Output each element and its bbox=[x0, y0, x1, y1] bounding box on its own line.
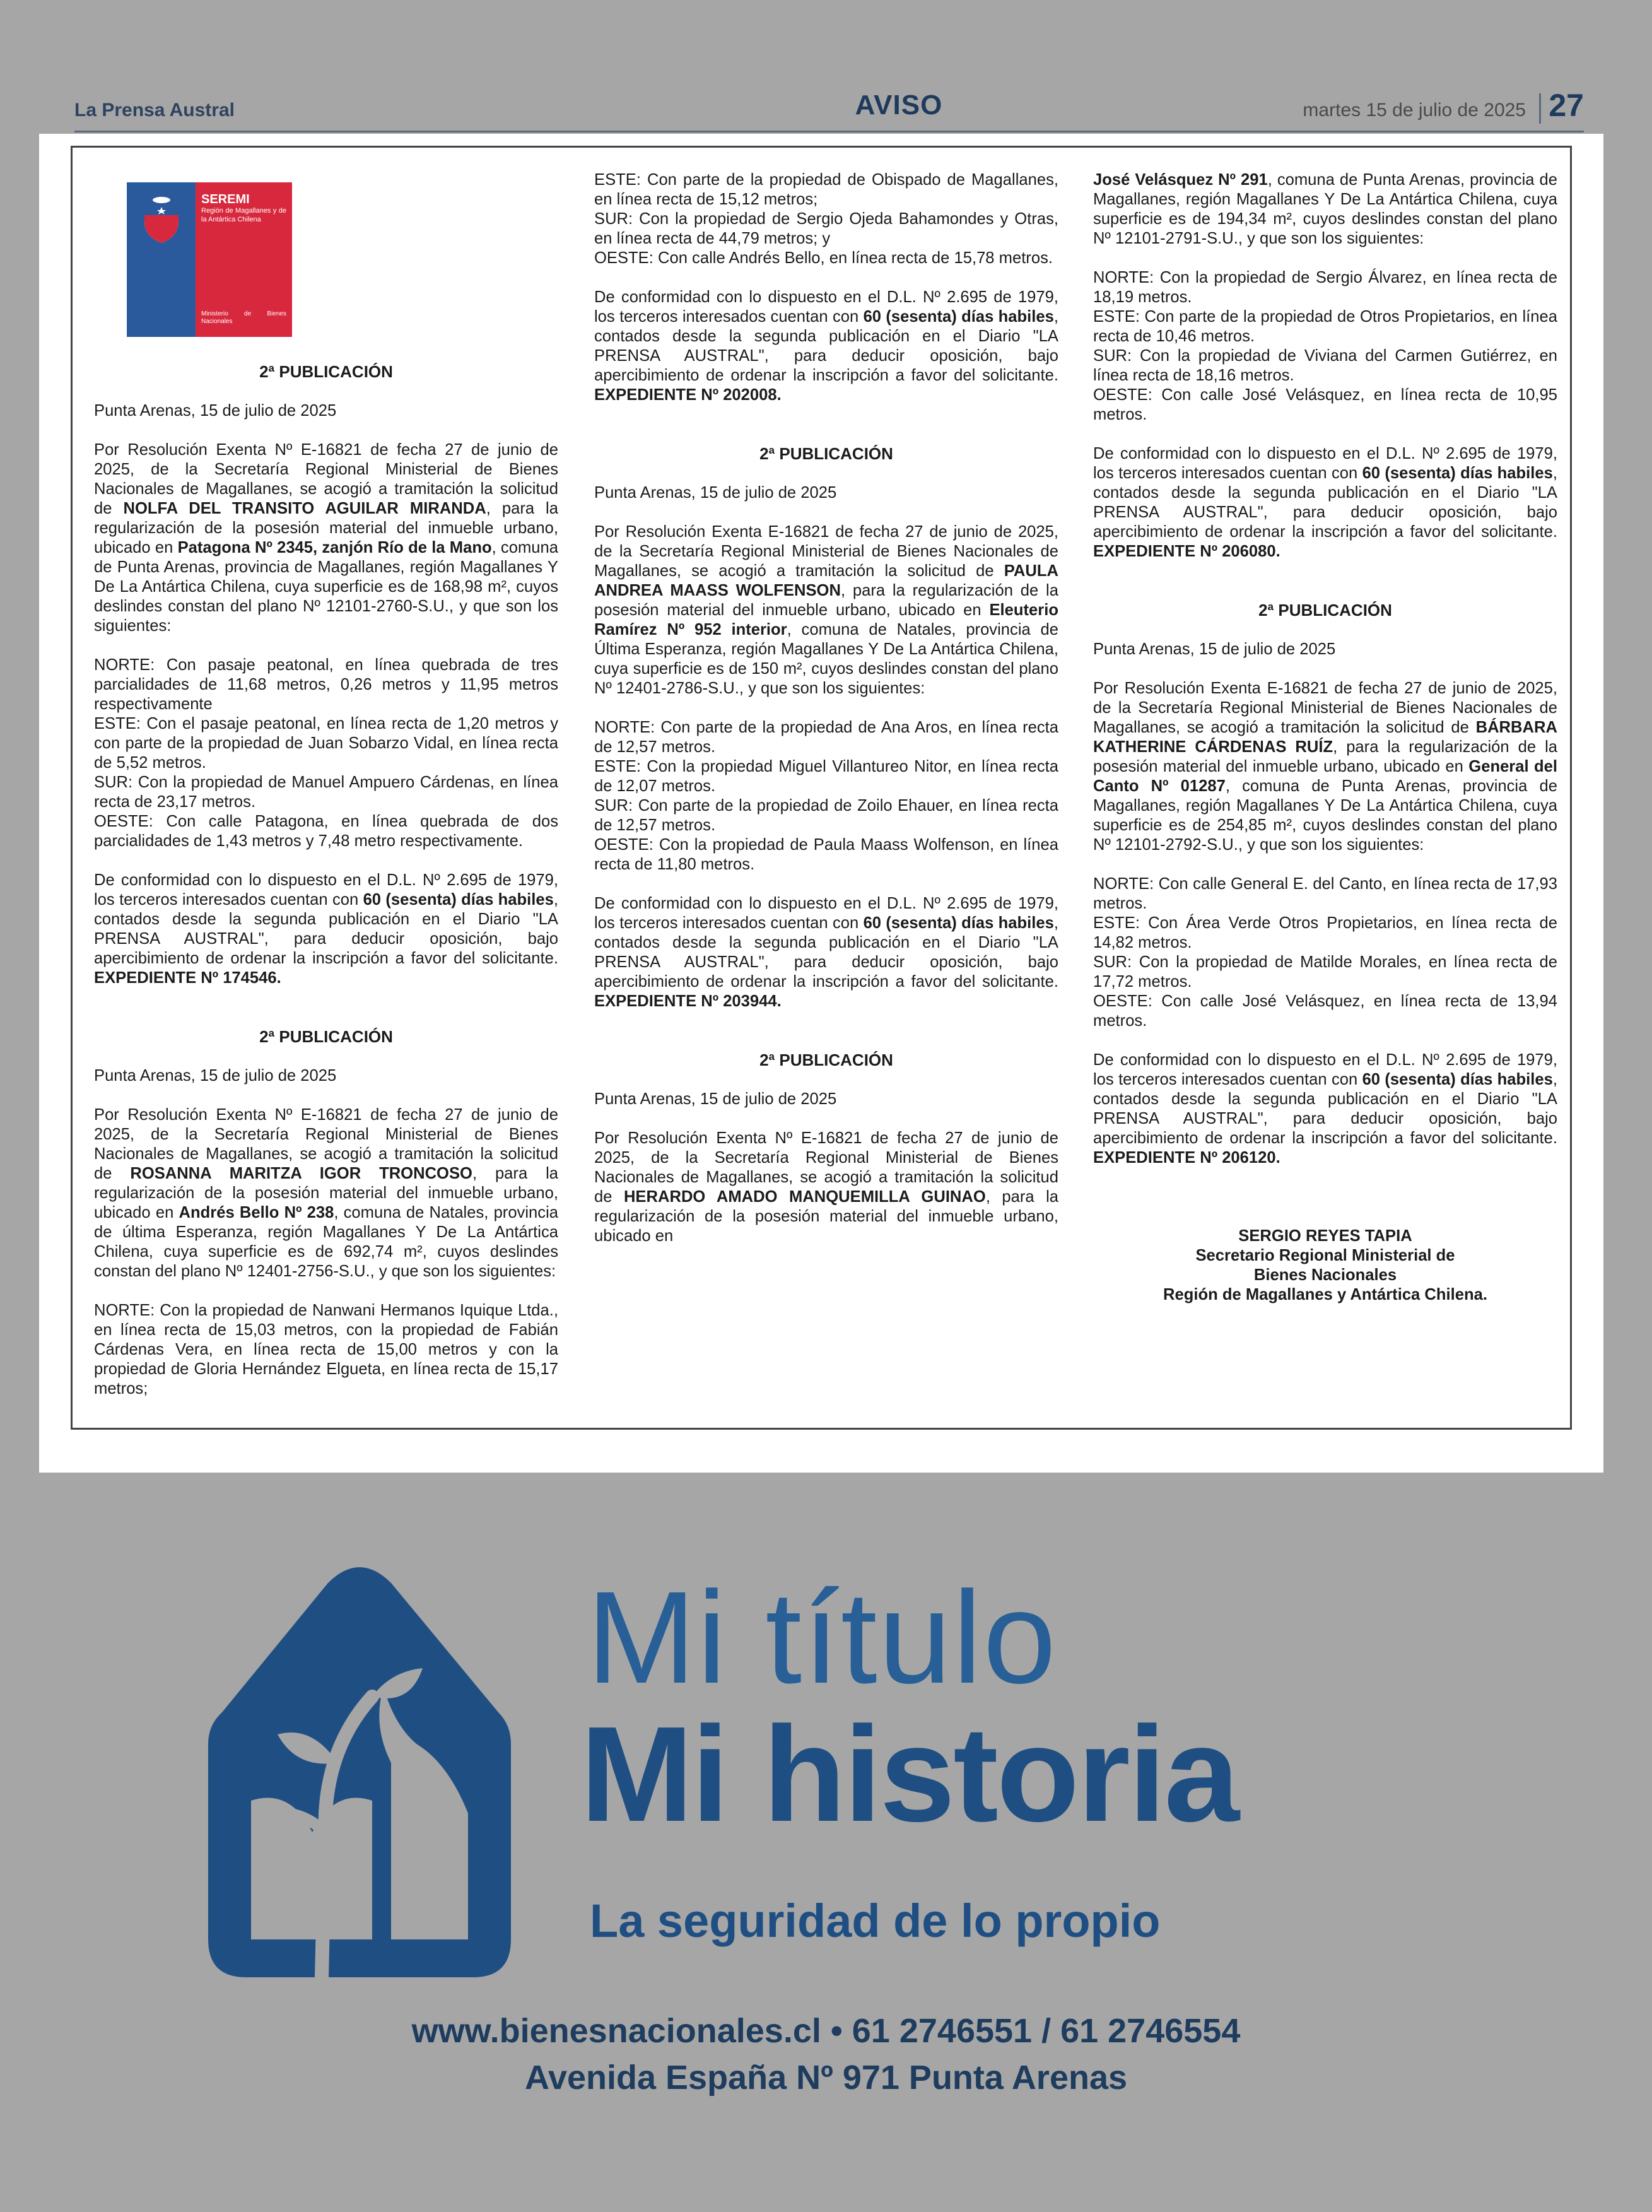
notice-1-sur: SUR: Con la propiedad de Manuel Ampuero Cárdenas, en línea recta de 23,17 metros. bbox=[94, 774, 558, 811]
notice-3-intro: Por Resolución Exenta E-16821 de fecha 27 de junio de 2025, de la Secretaría Regional Ministerial de Bienes Nacionales de Magallanes, se acogió a tramitación la solicitud de PAULA ANDREA MAASS WOLFENSON, para la regularización de la posesión material del inmueble urbano, ubicado en Eleuterio Ramírez Nº 952 interior, comuna de Natales, provincia de Última Esperanza, región Magallanes Y De La Antártica Chilena, cuya superficie es de 150 m², cuyos deslindes constan del plano Nº 12401-2786-S.U., y que son los siguientes: bbox=[594, 523, 1058, 697]
notice-4-closing: De conformidad con lo dispuesto en el D.L. Nº 2.695 de 1979, los terceros interesados cuentan con 60 (sesenta) días habiles, contados desde la segunda publicación en el Diario "LA PRENSA AUSTRAL", para deducir oposición, bajo apercibimiento de ordenar la inscripción a favor del solicitante. EXPEDIENTE Nº 206080. bbox=[1093, 445, 1557, 560]
notice-3-closing: De conformidad con lo dispuesto en el D.L. Nº 2.695 de 1979, los terceros interesados cuentan con 60 (sesenta) días habiles, contados desde la segunda publicación en el Diario "LA PRENSA AUSTRAL", para deducir oposición, bajo apercibimiento de ordenar la inscripción a favor del solicitante. EXPEDIENTE Nº 203944. bbox=[594, 895, 1058, 1010]
notice-1-date: Punta Arenas, 15 de julio de 2025 bbox=[94, 402, 337, 420]
notice-column-1 bbox=[94, 148, 558, 1416]
newspaper-name: La Prensa Austral bbox=[74, 100, 235, 121]
notice-5-sur: SUR: Con la propiedad de Matilde Morales, en línea recta de 17,72 metros. bbox=[1093, 953, 1557, 991]
notice-5-expediente: EXPEDIENTE Nº 206120. bbox=[1093, 1149, 1280, 1167]
notice-5-publication: 2ª PUBLICACIÓN bbox=[1258, 601, 1392, 620]
notice-1-expediente: EXPEDIENTE Nº 174546. bbox=[94, 969, 281, 987]
notice-5-norte: NORTE: Con calle General E. del Canto, en línea recta de 17,93 metros. bbox=[1093, 875, 1557, 912]
notice-3-publication: 2ª PUBLICACIÓN bbox=[759, 444, 893, 463]
bienes-nacionales-banner bbox=[0, 1473, 1652, 2212]
notice-4-oeste: OESTE: Con calle José Velásquez, en línea recta de 10,95 metros. bbox=[1093, 386, 1557, 423]
notice-5-este: ESTE: Con Área Verde Otros Propietarios, en línea recta de 14,82 metros. bbox=[1093, 914, 1557, 951]
notice-3-este: ESTE: Con la propiedad Miguel Villantureo Nitor, en línea recta de 12,07 metros. bbox=[594, 758, 1058, 795]
logo-subtitle: Región de Magallanes y de la Antártica Chilena bbox=[201, 207, 286, 223]
notice-3-applicant: PAULA ANDREA MAASS WOLFENSON bbox=[594, 562, 1058, 599]
notice-5-closing: De conformidad con lo dispuesto en el D.L. Nº 2.695 de 1979, los terceros interesados cuentan con 60 (sesenta) días habiles, contados desde la segunda publicación en el Diario "LA PRENSA AUSTRAL", para deducir oposición, bajo apercibimiento de ordenar la inscripción a favor del solicitante. EXPEDIENTE Nº 206120. bbox=[1093, 1051, 1557, 1167]
notice-3-expediente: EXPEDIENTE Nº 203944. bbox=[594, 992, 782, 1010]
notice-2-sur: SUR: Con la propiedad de Sergio Ojeda Bahamondes y Otras, en línea recta de 44,79 metros; y bbox=[594, 210, 1058, 247]
page-header bbox=[74, 87, 1584, 131]
banner-contact[interactable]: www.bienesnacionales.cl • 61 2746551 / 61 2746554 bbox=[411, 2012, 1241, 2050]
notice-panel bbox=[39, 134, 1603, 1473]
page-number: 27 bbox=[1549, 88, 1584, 123]
notice-1-applicant: NOLFA DEL TRANSITO AGUILAR MIRANDA bbox=[123, 500, 486, 517]
section-title: AVISO bbox=[855, 90, 943, 121]
notice-4-sur: SUR: Con la propiedad de Viviana del Carmen Gutiérrez, en línea recta de 18,16 metros. bbox=[1093, 347, 1557, 384]
notice-4-expediente: EXPEDIENTE Nº 206080. bbox=[1093, 543, 1280, 560]
notice-3-norte: NORTE: Con parte de la propiedad de Ana Aros, en línea recta de 12,57 metros. bbox=[594, 719, 1058, 756]
notice-5-date: Punta Arenas, 15 de julio de 2025 bbox=[1093, 640, 1336, 658]
notice-4-norte: NORTE: Con la propiedad de Sergio Álvarez, en línea recta de 18,19 metros. bbox=[1093, 269, 1557, 306]
notice-3-location: Eleuterio Ramírez Nº 952 interior bbox=[594, 601, 1058, 638]
notice-2-closing: De conformidad con lo dispuesto en el D.L. Nº 2.695 de 1979, los terceros interesados cuentan con 60 (sesenta) días habiles, contados desde la segunda publicación en el Diario "LA PRENSA AUSTRAL", para deducir oposición, bajo apercibimiento de ordenar la inscripción a favor del solicitante. EXPEDIENTE Nº 202008. bbox=[594, 288, 1058, 404]
seremi-logo bbox=[127, 182, 292, 337]
notice-5-oeste: OESTE: Con calle José Velásquez, en línea recta de 13,94 metros. bbox=[1093, 992, 1557, 1030]
notice-4-este: ESTE: Con parte de la propiedad de Otros Propietarios, en línea recta de 10,46 metros. bbox=[1093, 308, 1557, 345]
notice-4-applicant: HERARDO AMADO MANQUEMILLA GUINAO bbox=[623, 1188, 986, 1206]
logo-title: SEREMI bbox=[201, 192, 250, 206]
notice-5-location: General del Canto Nº 01287 bbox=[1093, 758, 1557, 795]
notice-1-este: ESTE: Con el pasaje peatonal, en línea recta de 1,20 metros y con parte de la propiedad de Juan Sobarzo Vidal, en línea recta de 5,52 metros. bbox=[94, 715, 558, 772]
notice-frame bbox=[71, 146, 1572, 1430]
notice-3-sur: SUR: Con parte de la propiedad de Zoilo Ehauer, en línea recta de 12,57 metros. bbox=[594, 797, 1058, 834]
signature-name: SERGIO REYES TAPIA bbox=[1238, 1227, 1412, 1245]
signature-title-2: Bienes Nacionales bbox=[1253, 1266, 1397, 1284]
notice-4-date: Punta Arenas, 15 de julio de 2025 bbox=[594, 1090, 837, 1108]
header-rule bbox=[74, 131, 1584, 132]
house-sprout-icon bbox=[183, 1536, 536, 1990]
notice-1-norte: NORTE: Con pasaje peatonal, en línea quebrada de tres parcialidades de 11,68 metros, 0,26 metros y 11,95 metros respectivamente bbox=[94, 656, 558, 713]
notice-1-oeste: OESTE: Con calle Patagona, en línea quebrada de dos parcialidades de 1,43 metros y 7,48 metro respectivamente. bbox=[94, 813, 558, 850]
notice-4-publication: 2ª PUBLICACIÓN bbox=[759, 1050, 893, 1069]
notice-2-applicant: ROSANNA MARITZA IGOR TRONCOSO bbox=[130, 1165, 472, 1182]
notice-2-este: ESTE: Con parte de la propiedad de Obispado de Magallanes, en línea recta de 15,12 metros; bbox=[594, 171, 1058, 208]
issue-date: martes 15 de julio de 2025 bbox=[1303, 100, 1526, 121]
logo-ministry: Ministerio de Bienes Nacionales bbox=[201, 310, 286, 325]
notice-4-location: José Velásquez Nº 291 bbox=[1093, 171, 1268, 189]
notice-column-3 bbox=[1093, 148, 1557, 1416]
notice-1-location: Patagona Nº 2345, zanjón Río de la Mano bbox=[177, 539, 492, 556]
notice-2-expediente: EXPEDIENTE Nº 202008. bbox=[594, 386, 782, 404]
notice-1-closing: De conformidad con lo dispuesto en el D.L. Nº 2.695 de 1979, los terceros interesados cuentan con 60 (sesenta) días habiles, contados desde la segunda publicación en el Diario "LA PRENSA AUSTRAL", para deducir oposición, bajo apercibimiento de ordenar la inscripción a favor del solicitante. EXPEDIENTE Nº 174546. bbox=[94, 871, 558, 987]
notice-column-2 bbox=[594, 148, 1058, 1416]
notice-1-publication: 2ª PUBLICACIÓN bbox=[259, 362, 393, 381]
headline-mi-historia: Mi historia bbox=[580, 1698, 1238, 1850]
notice-2-intro: Por Resolución Exenta Nº E-16821 de fecha 27 de junio de 2025, de la Secretaría Regional Ministerial de Bienes Nacionales de Magallanes, se acogió a tramitación la solicitud de ROSANNA MARITZA IGOR TRONCOSO, para la regularización de la posesión material del inmueble urbano, ubicado en Andrés Bello Nº 238, comuna de Natales, provincia de última Esperanza, región Magallanes Y De La Antártica Chilena, cuya superficie es de 692,74 m², cuyos deslindes constan del plano Nº 12401-2756-S.U., y que son los siguientes: bbox=[94, 1106, 558, 1280]
notice-2-location: Andrés Bello Nº 238 bbox=[179, 1204, 334, 1221]
signature-region: Región de Magallanes y Antártica Chilena. bbox=[1163, 1286, 1487, 1303]
notice-2-oeste: OESTE: Con calle Andrés Bello, en línea recta de 15,78 metros. bbox=[594, 249, 1053, 267]
chile-coat-of-arms-icon bbox=[139, 196, 184, 245]
notice-2-publication: 2ª PUBLICACIÓN bbox=[259, 1027, 393, 1046]
banner-tagline: La seguridad de lo propio bbox=[590, 1895, 1161, 1947]
notice-3-oeste: OESTE: Con la propiedad de Paula Maass Wolfenson, en línea recta de 11,80 metros. bbox=[594, 836, 1058, 873]
notice-4-intro-b: José Velásquez Nº 291, comuna de Punta Arenas, provincia de Magallanes, región Magallanes Y De La Antártica Chilena, cuya superficie es de 194,34 m², cuyos deslindes constan del plano Nº 12101-2791-S.U., y que son los siguientes: bbox=[1093, 171, 1557, 247]
notice-2-date: Punta Arenas, 15 de julio de 2025 bbox=[94, 1067, 337, 1085]
notice-5-applicant: BÁRBARA KATHERINE CÁRDENAS RUÍZ bbox=[1093, 719, 1557, 756]
notice-3-date: Punta Arenas, 15 de julio de 2025 bbox=[594, 484, 837, 502]
banner-address: Avenida España Nº 971 Punta Arenas bbox=[524, 2059, 1128, 2097]
notice-1-intro: Por Resolución Exenta Nº E-16821 de fecha 27 de junio de 2025, de la Secretaría Regional Ministerial de Bienes Nacionales de Magallanes, se acogió a tramitación la solicitud de NOLFA DEL TRANSITO AGUILAR MIRANDA, para la regularización de la posesión material del inmueble urbano, ubicado en Patagona Nº 2345, zanjón Río de la Mano, comuna de Punta Arenas, provincia de Magallanes, región Magallanes Y De La Antártica Chilena, cuya superficie es de 168,98 m², cuyos deslindes constan del plano Nº 12101-2760-S.U., y que son los siguientes: bbox=[94, 441, 558, 635]
headline-mi-titulo: Mi título bbox=[587, 1565, 1058, 1711]
signature-title-1: Secretario Regional Ministerial de bbox=[1195, 1247, 1455, 1264]
notice-2-norte: NORTE: Con la propiedad de Nanwani Hermanos Iquique Ltda., en línea recta de 15,03 metros, con la propiedad de Fabián Cárdenas Vera, en línea recta de 15,00 metros y con la propiedad de Gloria Hernández Elgueta, en línea recta de 15,17 metros; bbox=[94, 1302, 558, 1397]
header-divider bbox=[1539, 93, 1541, 124]
notice-4-intro-a: Por Resolución Exenta Nº E-16821 de fecha 27 de junio de 2025, de la Secretaría Regional Ministerial de Bienes Nacionales de Magallanes, se acogió a tramitación la solicitud de HERARDO AMADO MANQUEMILLA GUINAO, para la regularización de la posesión material del inmueble urbano, ubicado en bbox=[594, 1129, 1058, 1245]
notice-5-intro: Por Resolución Exenta E-16821 de fecha 27 de junio de 2025, de la Secretaría Regional Ministerial de Bienes Nacionales de Magallanes, se acogió a tramitación la solicitud de BÁRBARA KATHERINE CÁRDENAS RUÍZ, para la regularización de la posesión material del inmueble urbano, ubicado en General del Canto Nº 01287, comuna de Punta Arenas, provincia de Magallanes, región Magallanes Y De La Antártica Chilena, cuya superficie es de 254,85 m², cuyos deslindes constan del plano Nº 12101-2792-S.U., y que son los siguientes: bbox=[1093, 679, 1557, 854]
